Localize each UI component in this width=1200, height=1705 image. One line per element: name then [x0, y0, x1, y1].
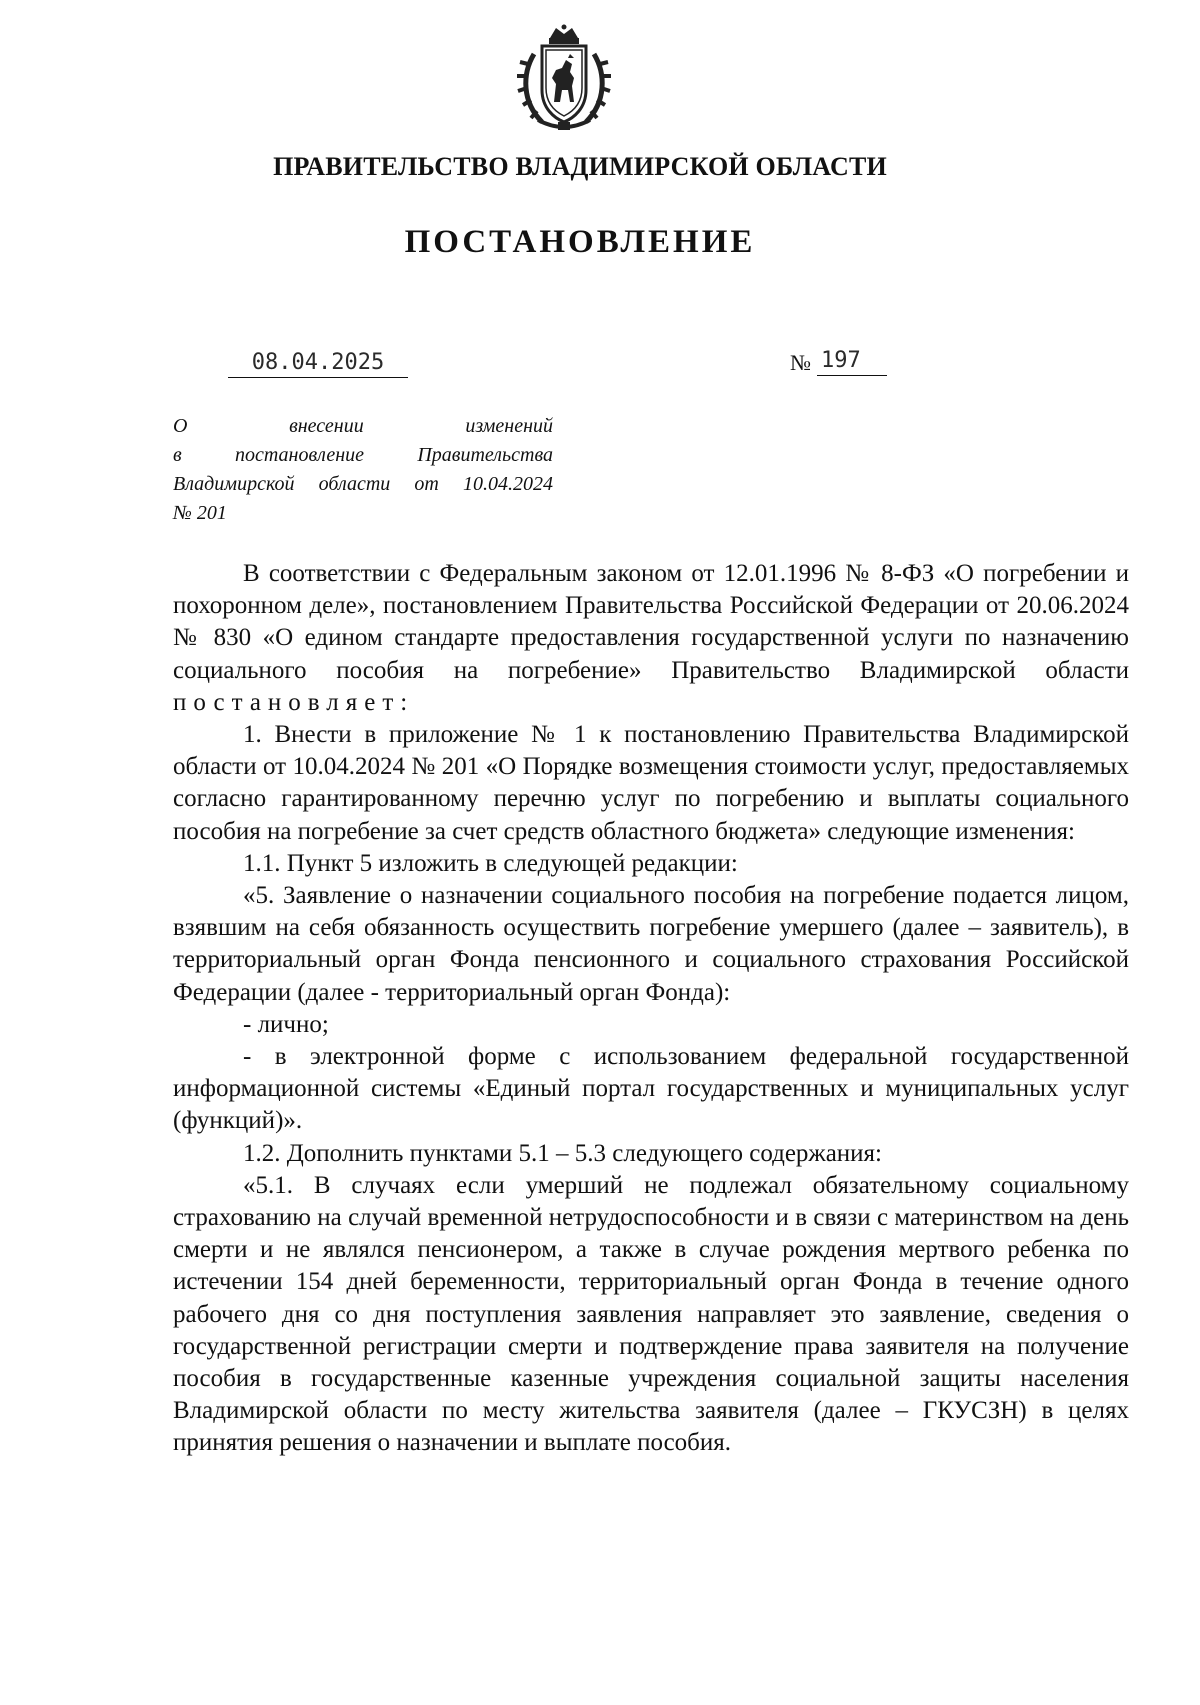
document-body	[173, 558, 1129, 1460]
coat-of-arms-icon	[512, 24, 616, 134]
document-number	[790, 348, 887, 376]
clause-5-paragraph: «5. Заявление о назначении социального пособия на погребение подается лицом, взявшим на себя обязанность осуществить погребение умершего (далее – заявитель), в территориальный орган Фонда пенсионного и социального страхования Российской Федерации (далее - территориальный орган Фонда):	[173, 882, 1129, 1006]
item-1-2-paragraph: 1.2. Дополнить пунктами 5.1 – 5.3 следующего содержания:	[243, 1139, 882, 1167]
clause-5-1-paragraph: «5.1. В случаях если умерший не подлежал обязательному социальному страхованию на случай временной нетрудоспособности и в связи с материнством на день смерти и не являлся пенсионером, а также в случае рождения мертвого ребенка по истечении 154 дней беременности, территориальный орган Фонда в течение одного рабочего дня со дня поступления заявления направляет это заявление, сведения о государственной регистрации смерти и подтверждение права заявителя на получение пособия в государственные казенные учреждения социальной защиты населения Владимирской области по месту жительства заявителя (далее – ГКУСЗН) в целях принятия решения о назначении и выплате пособия.	[173, 1171, 1129, 1457]
bullet-electronic: - в электронной форме с использованием федеральной государственной информационной системы «Единый портал государственных и муниципальных услуг (функций)».	[173, 1043, 1129, 1135]
preamble-text: В соответствии с Федеральным законом от 12.01.1996 № 8-ФЗ «О погребении и похоронном деле», постановлением Правительства Российской Федерации от 20.06.2024 № 830 «О едином стандарте предоставления государственной услуги по назначению социального пособия на погребение» Правительство Владимирской области	[173, 560, 1129, 684]
item-1-1-paragraph: 1.1. Пункт 5 изложить в следующей редакции:	[243, 849, 738, 877]
number-sign: №	[790, 350, 811, 375]
preamble-paragraph	[173, 558, 1129, 719]
resolves-word: постановляет:	[173, 688, 415, 716]
document-subject	[173, 412, 553, 528]
organization-title: ПРАВИТЕЛЬСТВО ВЛАДИМИРСКОЙ ОБЛАСТИ	[273, 152, 887, 181]
subject-line: в постановление Правительства	[173, 444, 553, 466]
bullet-in-person: - лично;	[243, 1010, 329, 1038]
document-date: 08.04.2025	[228, 350, 408, 378]
number-value: 197	[817, 348, 887, 376]
document-type-title: ПОСТАНОВЛЕНИЕ	[404, 224, 756, 260]
item-1-paragraph: 1. Внести в приложение № 1 к постановлению Правительства Владимирской области от 10.04.2024 № 201 «О Порядке возмещения стоимости услуг, предоставляемых согласно гарантированному перечню услуг по погребению и выплаты социального пособия на погребение за счет средств областного бюджета» следующие изменения:	[173, 721, 1129, 845]
subject-line: Владимирской области от 10.04.2024	[173, 473, 553, 495]
subject-line: О внесении изменений	[173, 415, 553, 437]
subject-line: № 201	[173, 502, 227, 524]
